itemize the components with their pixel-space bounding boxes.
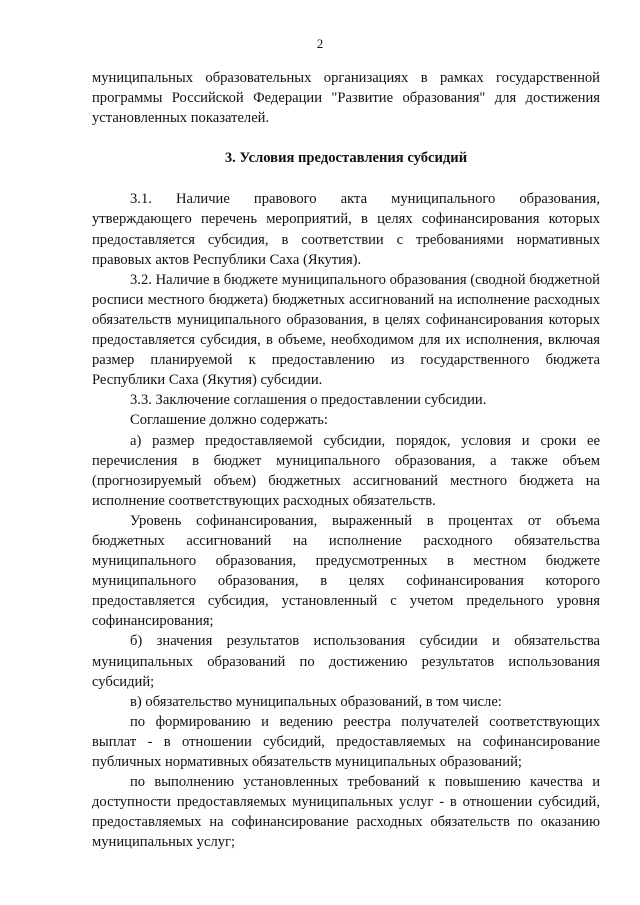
paragraph-item-a: а) размер предоставляемой субсидии, порядок, условия и сроки ее перечисления в бюджет муниципального образования, а также объем (прогнозируемый объем) бюджетных ассигнований местного бюджета на исполнение соответствующих расходных обязательств. — [92, 432, 600, 509]
section-heading: 3. Условия предоставления субсидий — [224, 150, 468, 167]
paragraph-registry: по формированию и ведению реестра получателей соответствующих выплат - в отношении субсидий, предоставляемых на софинансирование публичных нормативных обязательств муниципальных образований; — [92, 713, 600, 770]
document-body — [92, 68, 600, 852]
page-number: 2 — [316, 36, 324, 51]
paragraph-cofinancing-level: Уровень софинансирования, выраженный в процентах от объема бюджетных ассигнований на исполнение расходного обязательства муниципального образования, предусмотренных в местном бюджете муниципального образования, в целях софинансирования которого предоставляется субсидия, установленный с учетом предельного уровня софинансирования; — [92, 512, 600, 630]
paragraph-item-b: б) значения результатов использования субсидии и обязательства муниципальных образований по достижению результатов использования субсидий; — [92, 633, 600, 690]
paragraph-3-2: 3.2. Наличие в бюджете муниципального образования (сводной бюджетной росписи местного бюджета) бюджетных ассигнований на исполнение расходных обязательств муниципального образования, в целях софинансирования которых предоставляется субсидия, в объеме, необходимом для их исполнения, включая размер планируемой к предоставлению из государственного бюджета Республики Саха (Якутия) субсидии. — [92, 271, 600, 389]
paragraph-item-v: в) обязательство муниципальных образований, в том числе: — [130, 693, 502, 710]
paragraph-agreement-intro: Соглашение должно содержать: — [130, 412, 328, 429]
paragraph-service-quality: по выполнению установленных требований к повышению качества и доступности предоставляемых муниципальных услуг - в отношении субсидий, предоставляемых на софинансирование расходных обязательств по оказанию муниципальных услуг; — [92, 774, 600, 851]
paragraph-continuation: муниципальных образовательных организациях в рамках государственной программы Российской Федерации "Развитие образования" для достижения установленных показателей. — [92, 70, 600, 127]
paragraph-3-3: 3.3. Заключение соглашения о предоставлении субсидии. — [130, 392, 487, 409]
paragraph-3-1: 3.1. Наличие правового акта муниципального образования, утверждающего перечень мероприятий, в целях софинансирования которых предоставляется субсидия, в соответствии с требованиями нормативных правовых актов Республики Саха (Якутия). — [92, 191, 600, 268]
